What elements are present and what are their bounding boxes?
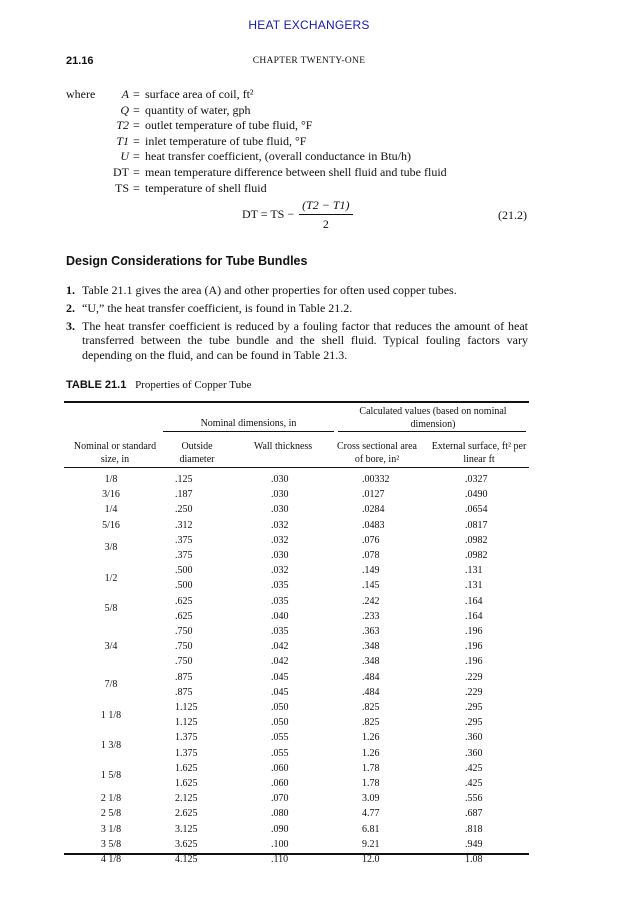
equation-number: (21.2) [498, 208, 527, 222]
table-size-label: 7/8 [104, 679, 118, 691]
list-number: 1. [66, 283, 75, 297]
table-cell: 2.125 [175, 793, 198, 805]
column-header-external-surface: External surface, ft² per linear ft [431, 441, 527, 465]
table-cell: .625 [175, 595, 193, 607]
table-cell: .164 [465, 595, 483, 607]
group-header-nominal: Nominal dimensions, in [200, 418, 297, 429]
definition-text: heat transfer coefficient, (overall conductance in Btu/h) [145, 149, 411, 164]
table-cell: 1.26 [362, 747, 380, 759]
table-cell: .348 [362, 641, 380, 653]
table-cell: .00332 [362, 474, 390, 485]
table-cell: .045 [271, 671, 289, 683]
table-cell: 1.375 [175, 747, 198, 759]
table-cell: 4.125 [175, 854, 198, 865]
table-top-rule [64, 401, 529, 403]
equation-fraction [299, 198, 352, 232]
table-cell: .0483 [362, 519, 385, 531]
chapter-title: CHAPTER TWENTY-ONE [252, 56, 366, 66]
table-size-label: 3/16 [102, 489, 120, 501]
table-cell: .250 [175, 504, 193, 516]
table-cell: .070 [271, 793, 289, 805]
list-item [66, 319, 528, 363]
table-cell: 1.78 [362, 762, 380, 774]
definition-text: surface area of coil, ft² [145, 87, 254, 101]
table-cell: 2.625 [175, 808, 198, 820]
table-cell: .050 [271, 702, 289, 713]
table-cell: .055 [271, 732, 289, 744]
definition-symbol: Q [120, 102, 129, 117]
table-size-label: 3/4 [104, 641, 118, 653]
table-cell: .030 [271, 489, 289, 501]
definition-text: mean temperature difference between shell fluid and tube fluid [145, 164, 447, 179]
table-cell: .145 [362, 580, 380, 592]
table-title: Properties of Copper Tube [135, 379, 252, 391]
table-cell: .348 [362, 656, 380, 668]
table-cell: .042 [271, 641, 289, 653]
group-rule-nominal [163, 431, 334, 432]
table-cell: .625 [175, 610, 193, 622]
table-cell: .360 [465, 732, 483, 744]
column-header-wall-thickness: Wall thickness [253, 441, 313, 452]
table-cell: .030 [271, 474, 289, 485]
table-cell: .131 [465, 565, 483, 577]
table-size-label: 3 5/8 [100, 838, 122, 850]
equation-numerator: (T2 − T1) [299, 198, 352, 215]
table-cell: .060 [271, 762, 289, 774]
table-cell: .030 [271, 504, 289, 516]
table-cell: 3.625 [175, 838, 198, 850]
table-cell: .500 [175, 565, 193, 577]
definition-symbol: TS [114, 180, 129, 195]
definition-symbol: DT [113, 164, 129, 179]
definition-text: outlet temperature of tube fluid, °F [145, 118, 313, 133]
equation [242, 198, 353, 232]
table-cell: .229 [465, 671, 483, 683]
list-item [66, 301, 528, 316]
group-header-calculated: Calculated values (based on nominal dimension) [359, 406, 507, 430]
list-text: The heat transfer coefficient is reduced by a fouling factor that reduces the amount of heat transferred between the tube bundle and the shell fluid. Typical fouling factors vary depending on the fluid, and can be found in Table 21.3. [82, 318, 528, 363]
table-cell: .750 [175, 641, 193, 653]
table-cell: 12.0 [362, 854, 380, 865]
table-cell: .484 [362, 686, 380, 698]
table-cell: 3.125 [175, 823, 198, 835]
table-cell: 9.21 [362, 838, 380, 850]
running-head: HEAT EXCHANGERS [248, 18, 370, 32]
table-cell: .556 [465, 793, 483, 805]
table-cell: .875 [175, 686, 193, 698]
definition-text: temperature of shell fluid [145, 180, 267, 195]
table-cell: .295 [465, 717, 483, 729]
table-size-label: 4 1/8 [100, 854, 122, 865]
table-cell: .242 [362, 595, 380, 607]
table-cell: .164 [465, 610, 483, 622]
table-cell: .149 [362, 565, 380, 577]
table-cell: .076 [362, 534, 380, 546]
table-label: TABLE 21.1 [66, 379, 127, 391]
definition-symbol: T2 [116, 118, 129, 133]
table-cell: .196 [465, 656, 483, 668]
table-cell: .0654 [465, 504, 488, 516]
definition-text: inlet temperature of tube fluid, °F [145, 133, 307, 148]
table-cell: .045 [271, 686, 289, 698]
column-header-cross-sectional-area: Cross sectional area of bore, in² [337, 441, 417, 465]
table-cell: .035 [271, 580, 289, 592]
table-size-label: 5/8 [104, 603, 118, 615]
page-number: 21.16 [66, 55, 94, 67]
table-cell: 4.77 [362, 808, 380, 820]
table-cell: .080 [271, 808, 289, 820]
table-cell: 1.125 [175, 717, 198, 729]
table-cell: .360 [465, 747, 483, 759]
table-cell: 1.625 [175, 762, 198, 774]
table-cell: .825 [362, 702, 380, 713]
table-cell: .295 [465, 702, 483, 713]
table-cell: .949 [465, 838, 483, 850]
table-cell: .060 [271, 778, 289, 789]
section-title: Design Considerations for Tube Bundles [66, 254, 308, 268]
table-cell: .030 [271, 550, 289, 561]
list-text: Table 21.1 gives the area (A) and other properties for often used copper tubes. [82, 283, 457, 297]
table-cell: .750 [175, 656, 193, 668]
table-cell: .035 [271, 626, 289, 637]
definition-symbol: A [121, 87, 129, 101]
column-header-size: Nominal or standard size, in [73, 441, 157, 465]
definition-symbol: U [120, 149, 129, 164]
table-cell: .0127 [362, 489, 385, 501]
table-cell: .035 [271, 595, 289, 607]
table-size-label: 1 1/8 [100, 709, 122, 721]
table-cell: .0982 [465, 550, 488, 561]
table-cell: .312 [175, 519, 193, 531]
table-cell: .484 [362, 671, 380, 683]
table-size-label: 3 1/8 [100, 823, 122, 835]
table-size-label: 2 5/8 [100, 808, 122, 820]
table-cell: .0327 [465, 474, 488, 485]
table-cell: .100 [271, 838, 289, 850]
table-size-label: 3/8 [104, 542, 118, 554]
table-cell: 1.375 [175, 732, 198, 744]
table-cell: .196 [465, 641, 483, 653]
table-cell: .375 [175, 534, 193, 546]
table-cell: .825 [362, 717, 380, 729]
where-label: where [66, 87, 96, 101]
equation-denominator: 2 [322, 217, 329, 231]
table-cell: .040 [271, 610, 289, 622]
table-cell: .078 [362, 550, 380, 561]
column-header-outside-diameter: Outside diameter [179, 441, 215, 465]
table-cell: 1.08 [465, 854, 483, 865]
table-cell: 1.625 [175, 778, 198, 789]
table-cell: 1.78 [362, 778, 380, 789]
table-header-rule [64, 467, 529, 468]
list-text: “U,” the heat transfer coefficient, is found in Table 21.2. [82, 300, 353, 315]
table-cell: .187 [175, 489, 193, 501]
table-cell: .818 [465, 823, 483, 835]
table-size-label: 1/2 [104, 572, 118, 584]
table-cell: 3.09 [362, 793, 380, 805]
table-cell: .229 [465, 686, 483, 698]
table-cell: .055 [271, 747, 289, 759]
table-cell: .0490 [465, 489, 488, 501]
table-cell: .687 [465, 808, 483, 820]
table-cell: .0284 [362, 504, 385, 516]
table-cell: .875 [175, 671, 193, 683]
table-size-label: 1/8 [104, 474, 118, 485]
table-cell: .125 [175, 474, 193, 485]
table-size-label: 1/4 [104, 504, 118, 516]
table-cell: .032 [271, 565, 289, 577]
definition-text: quantity of water, gph [145, 102, 251, 117]
table-cell: .042 [271, 656, 289, 668]
table-cell: .233 [362, 610, 380, 622]
group-rule-calculated [338, 431, 526, 432]
table-size-label: 1 3/8 [100, 740, 122, 751]
table-cell: .032 [271, 519, 289, 531]
table-cell: .050 [271, 717, 289, 729]
equation-lhs: DT = TS − [242, 206, 295, 221]
table-cell: .090 [271, 823, 289, 835]
table-cell: .375 [175, 550, 193, 561]
table-size-label: 1 5/8 [100, 770, 122, 782]
table-cell: .032 [271, 534, 289, 546]
table-cell: .750 [175, 626, 193, 637]
table-cell: 1.125 [175, 702, 198, 713]
table-cell: .0817 [465, 519, 488, 531]
table-size-label: 5/16 [102, 519, 120, 531]
definition-symbol: T1 [116, 133, 129, 148]
table-caption [66, 379, 251, 391]
table-cell: 1.26 [362, 732, 380, 744]
table-cell: 6.81 [362, 823, 380, 835]
table-cell: .425 [465, 762, 483, 774]
table-cell: .110 [271, 854, 289, 865]
considerations-list [66, 283, 528, 366]
table-cell: .131 [465, 580, 483, 592]
list-number: 2. [66, 300, 75, 315]
table-cell: .363 [362, 626, 380, 637]
list-number: 3. [66, 318, 75, 333]
table-cell: .500 [175, 580, 193, 592]
table-size-label: 2 1/8 [100, 793, 122, 805]
table-cell: .425 [465, 778, 483, 789]
table-cell: .196 [465, 626, 483, 637]
table-cell: .0982 [465, 534, 488, 546]
list-item [66, 283, 528, 298]
